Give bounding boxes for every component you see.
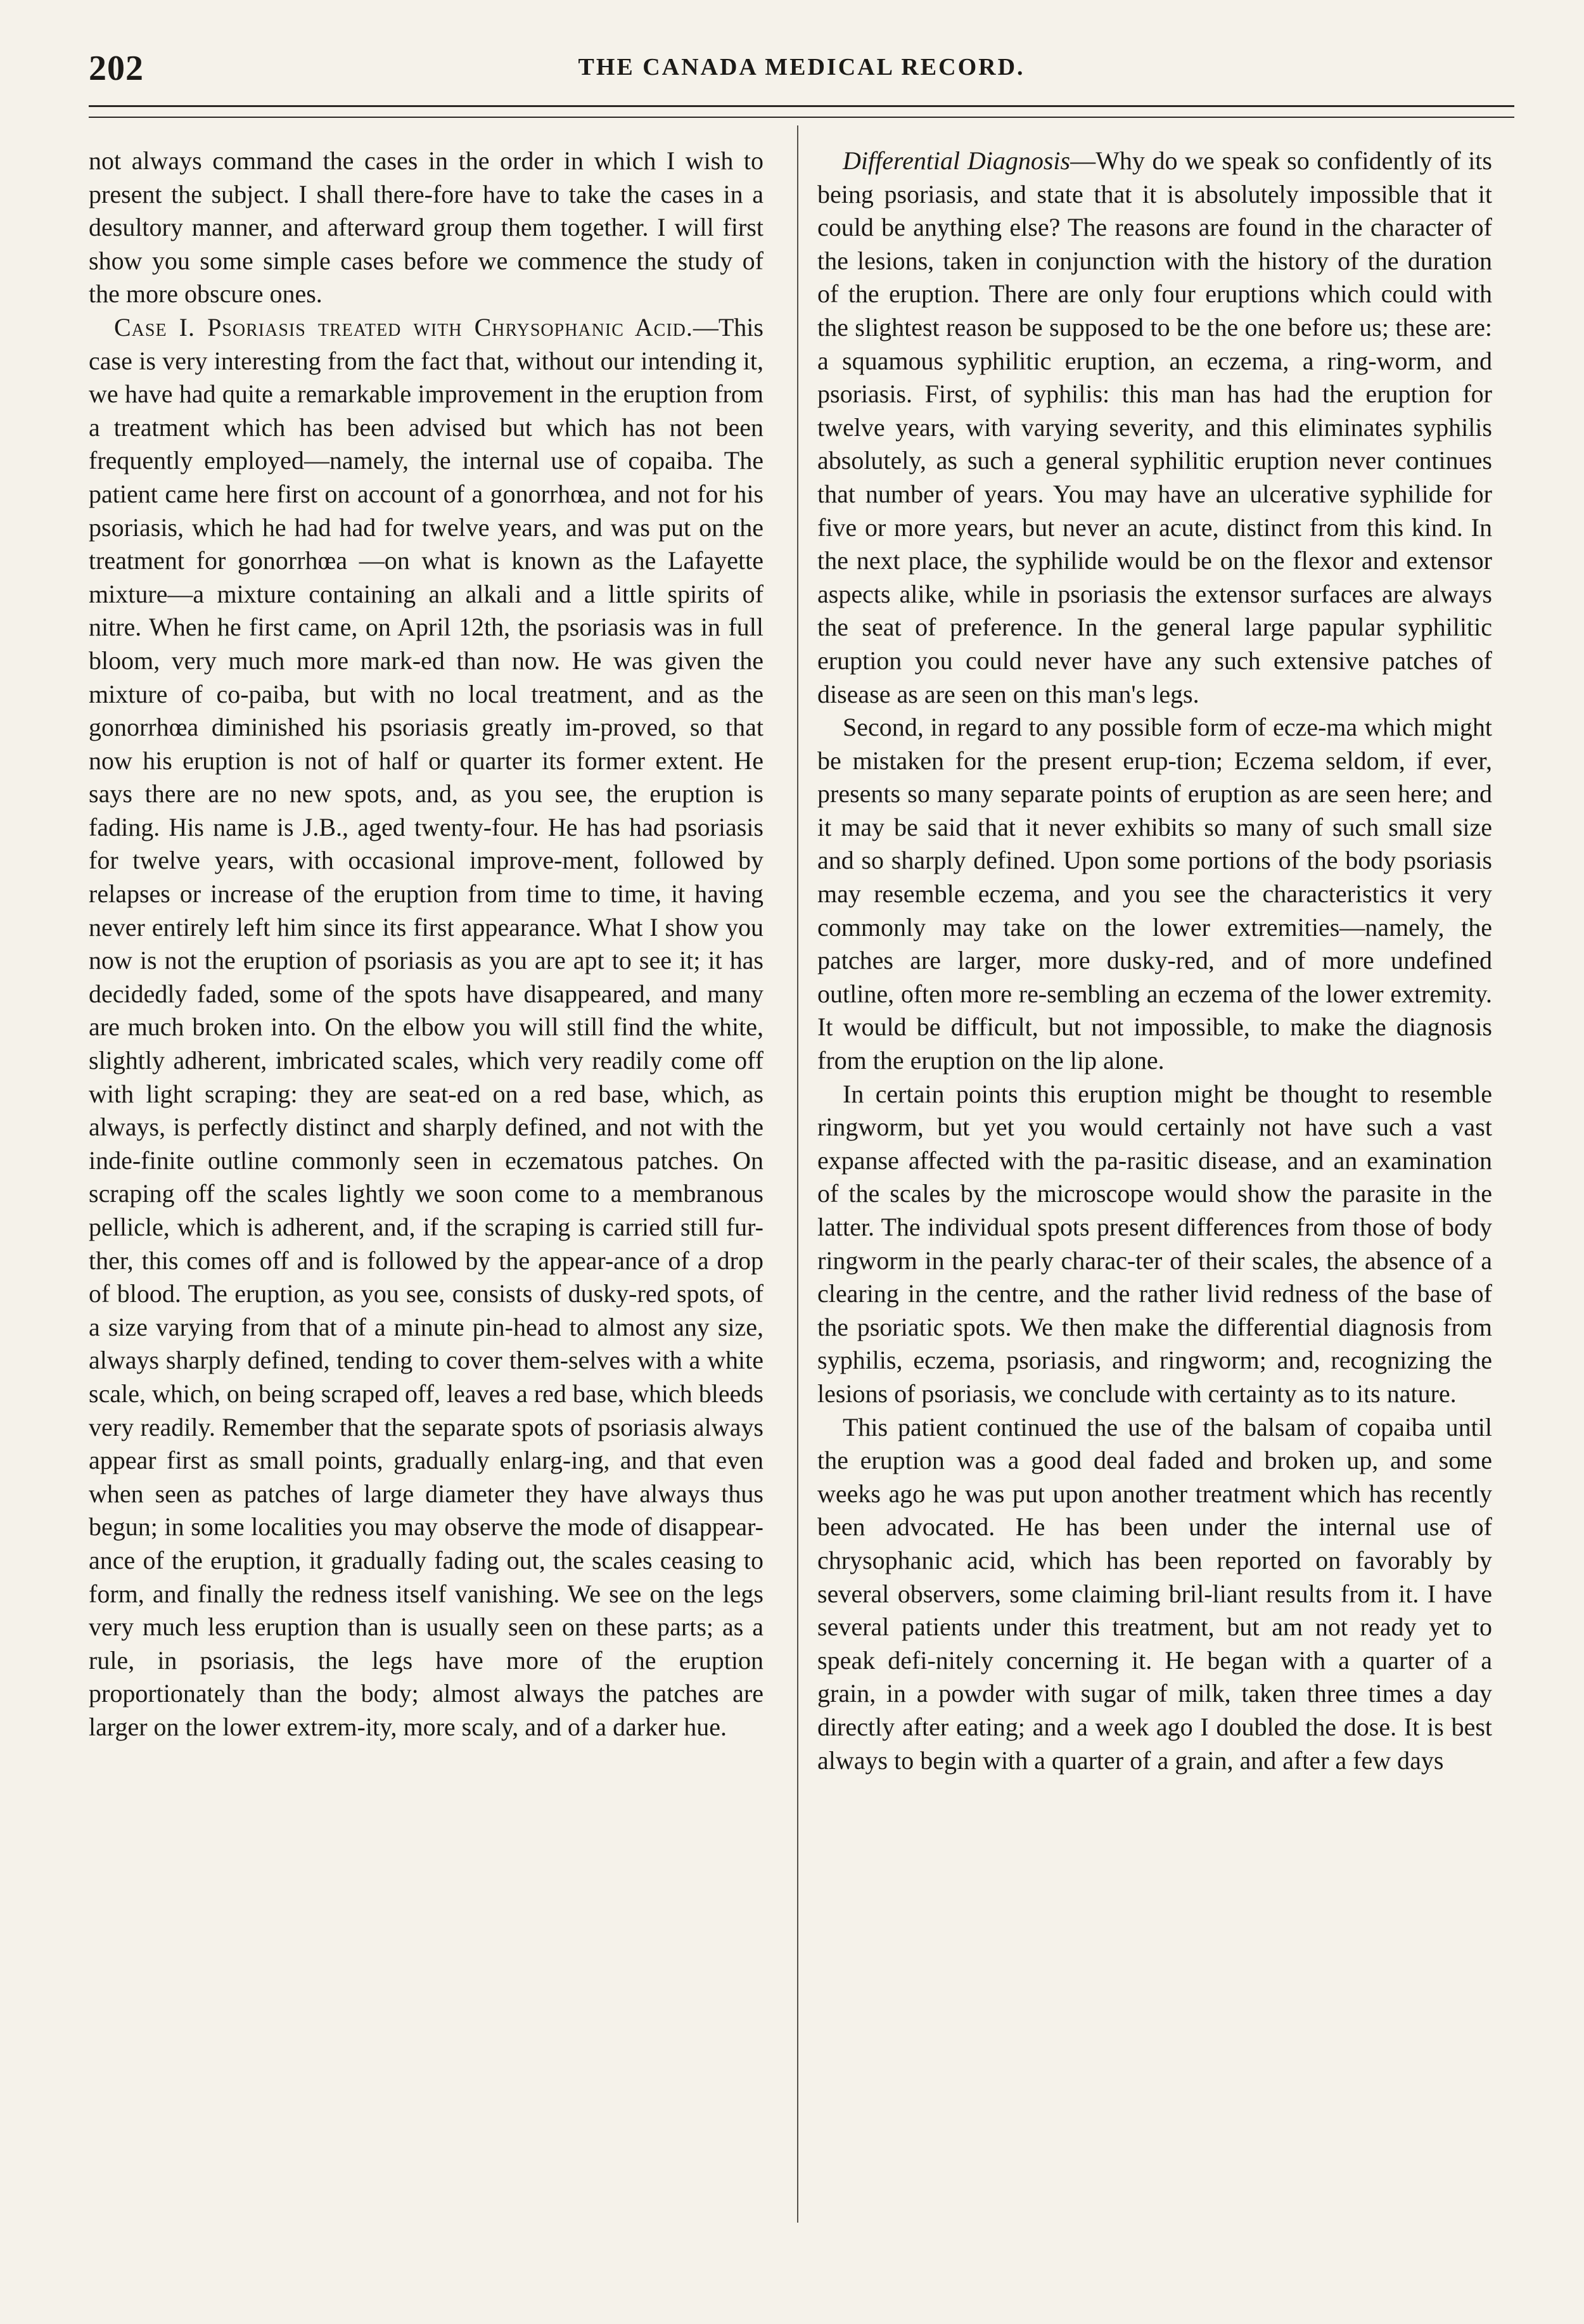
case-paragraph [89, 311, 763, 1744]
treatment-paragraph: This patient continued the use of the balsam of copaiba until the eruption was a good deal faded and broken up, and some weeks ago he was put upon another treatment which has recently been advocated. He has been under the internal use of chrysophanic acid, which has been reported on favorably by several observers, some claiming bril-liant results from it. I have several patients under this treatment, but am not ready yet to speak defi-nitely concerning it. He began with a quarter of a grain, in a powder with sugar of milk, taken three times a day directly after eating; and a week ago I doubled the dose. It is best always to begin with a quarter of a grain, and after a few days [817, 1412, 1492, 1775]
right-column [817, 144, 1492, 2242]
continued-paragraph: not always command the cases in the order in which I wish to present the subject. I shall there-fore have to take the cases in a desultory manner, and afterward group them together. I will first show you some simple cases before we commence the study of the more obscure ones. [89, 146, 763, 309]
page-number: 202 [89, 49, 144, 88]
differential-diagnosis-heading: Differential Diagnosis [843, 146, 1071, 175]
header-rule-top [89, 105, 1514, 107]
differential-diagnosis-body: —Why do we speak so confidently of its being psoriasis, and state that it is absolutely impossible that it could be anything else? The reasons are found in the character of the lesions, taken in conjunction with the history of the duration of the eruption. There are only four eruptions which could with the slightest reason be supposed to be the one before us; these are: a squamous syphilitic eruption, an eczema, a ring-worm, and psoriasis. First, of syphilis: this man has had the eruption for twelve years, with varying severity, and this eliminates syphilis absolutely, as such a general syphilitic eruption never continues that number of years. You may have an ulcerative syphilide for five or more years, but never an acute, distinct from this kind. In the next place, the syphilide would be on the flexor and extensor aspects alike, while in psoriasis the extensor surfaces are always the seat of preference. In the general large papular syphilitic eruption you could never have any such extensive patches of disease as are seen on this man's legs. [817, 146, 1492, 708]
case-heading: Case I. Psoriasis treated with Chrysophanic Acid. [114, 312, 693, 342]
journal-title: THE CANADA MEDICAL RECORD. [578, 54, 1025, 80]
page-header [89, 44, 1514, 95]
case-body: —This case is very interesting from the fact that, without our intending it, we have had quite a remarkable improvement in the eruption from a treatment which has been advised but which has not been frequently employed—namely, the internal use of copaiba. The patient came here first on account of a gonorrhœa, and not for his psoriasis, which he had had for twelve years, and was put on the treatment for gonorrhœa —on what is known as the Lafayette mixture—a mixture containing an alkali and a little spirits of nitre. When he first came, on April 12th, the psoriasis was in full bloom, very much more mark-ed than now. He was given the mixture of co-paiba, but with no local treatment, and as the gonorrhœa diminished his psoriasis greatly im-proved, so that now his eruption is not of half or quarter its former extent. He says there are no new spots, and, as you see, the eruption is fading. His name is J.B., aged twenty-four. He has had psoriasis for twelve years, with occasional improve-ment, followed by relapses or increase of the eruption from time to time, it having never entirely left him since its first appearance. What I show you now is not the eruption of psoriasis as you are apt to see it; it has decidedly faded, some of the spots have disappeared, and many are much broken into. On the elbow you will still find the white, slightly adherent, imbricated scales, which very readily come off with light scraping: they are seat-ed on a red base, which, as always, is perfectly distinct and sharply defined, and not with the inde-finite outline commonly seen in eczematous patches. On scraping off the scales lightly we soon come to a membranous pellicle, which is adherent, and, if the scraping is carried still fur-ther, this comes off and is followed by the appear-ance of a drop of blood. The eruption, as you see, consists of dusky-red spots, of a size varying from that of a minute pin-head to almost any size, always sharply defined, tending to cover them-selves with a white scale, which, on being scraped off, leaves a red base, which bleeds very readily. Remember that the separate spots of psoriasis always appear first as small points, gradually enlarg-ing, and that even when seen as patches of large diameter they have always thus begun; in some localities you may observe the mode of disappear-ance of the eruption, it gradually fading out, the scales ceasing to form, and finally the redness itself vanishing. We see on the legs very much less eruption than is usually seen on these parts; as a rule, in psoriasis, the legs have more of the eruption proportionately than the body; almost always the patches are larger on the lower extrem-ity, more scaly, and of a darker hue. [89, 312, 763, 1741]
header-rule-bottom [89, 117, 1514, 118]
left-column [89, 144, 763, 2242]
ringworm-paragraph: In certain points this eruption might be thought to resemble ringworm, but yet you would certainly not have such a vast expanse affected with the pa-rasitic disease, and an examination of the scales by the microscope would show the parasite in the latter. The individual spots present differences from those of body ringworm in the pearly charac-ter of their scales, the absence of a clearing in the centre, and the rather livid redness of the base of the psoriatic spots. We then make the differential diagnosis from syphilis, eczema, psoriasis, and ringworm; and, recognizing the lesions of psoriasis, we conclude with certainty as to its nature. [817, 1079, 1492, 1408]
differential-diagnosis-paragraph [817, 144, 1492, 711]
column-divider [797, 125, 798, 2223]
eczema-paragraph: Second, in regard to any possible form of ecze-ma which might be mistaken for the present erup-tion; Eczema seldom, if ever, presents so many separate points of eruption as are seen here; and it may be said that it never exhibits so many of such small size and so sharply defined. Upon some portions of the body psoriasis may resemble eczema, and you see the characteristics it very commonly may take on the lower extremities—namely, the patches are larger, more dusky-red, and of more undefined outline, often more re-sembling an eczema of the lower extremity. It would be difficult, but not impossible, to make the diagnosis from the eruption on the lip alone. [817, 713, 1492, 1075]
